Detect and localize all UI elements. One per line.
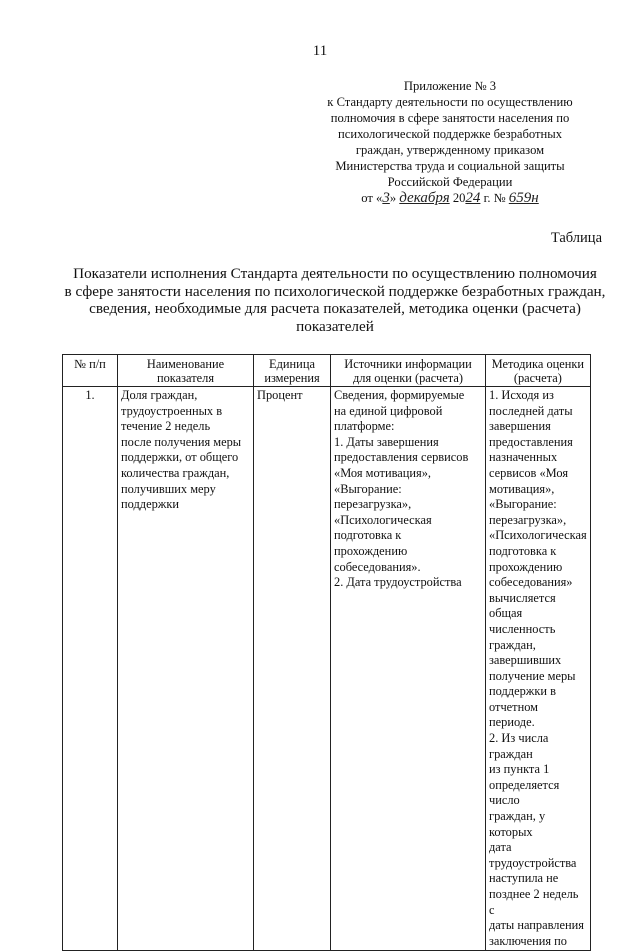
cell-text-line: завершения <box>489 419 551 434</box>
appendix-line: психологической поддержке безработных <box>338 127 562 141</box>
cell-text-line: количества граждан, <box>121 465 230 480</box>
cell-text-line: перезагрузка», <box>334 497 412 512</box>
header-text-line: Методика оценки <box>491 357 585 371</box>
cell-text-line: течение 2 недель <box>121 419 211 434</box>
cell-text-line: на единой цифровой <box>334 403 443 418</box>
cell-text-line: получивших меру <box>121 481 216 496</box>
cell-text-line: «Психологическая <box>489 528 587 543</box>
document-title <box>55 265 615 335</box>
cell-text-line: даты направления <box>489 918 584 933</box>
table-row <box>63 387 591 951</box>
appendix-line: Приложение № 3 <box>403 79 497 93</box>
title-line: Показатели исполнения Стандарта деятельности по осуществлению полномочия <box>73 265 597 282</box>
cell-text-line: «Моя мотивация», <box>334 465 432 480</box>
cell-text-line: завершивших <box>489 653 562 668</box>
order-year-suffix: 24 <box>465 190 481 206</box>
header-text-line: Источники информации <box>344 357 472 371</box>
cell-text-line: 1. Даты завершения <box>334 434 439 449</box>
cell-text-line: собеседования». <box>334 559 421 574</box>
cell-text-line: платформе: <box>334 419 395 434</box>
cell-text-line: прохождению <box>489 559 563 574</box>
cell-text-line: подготовка к <box>489 543 557 558</box>
header-text-line: Наименование <box>146 357 225 371</box>
header-text-line: № п/п <box>74 357 106 371</box>
order-month: декабря <box>399 190 450 206</box>
cell-text-line: вычисляется общая <box>489 590 556 621</box>
header-text-line: Единица <box>269 357 315 371</box>
cell-text-line: предоставления сервисов <box>334 450 469 465</box>
cell-text-line: позднее 2 недель с <box>489 887 579 917</box>
cell-text-line: назначенных <box>489 450 558 465</box>
cell-text-line: граждан, у которых <box>489 809 546 839</box>
cell-number: 1. <box>63 387 118 951</box>
order-number: 659н <box>508 190 539 206</box>
cell-text-line: 2. Дата трудоустройства <box>334 575 462 590</box>
order-prefix: от « <box>361 191 383 205</box>
order-date-line <box>300 190 600 206</box>
cell-text-line: Доля граждан, <box>121 388 198 402</box>
header-sources <box>331 355 486 387</box>
cell-text-line: отчетном периоде. <box>489 699 539 730</box>
cell-text-line: поддержки <box>121 497 179 512</box>
appendix-line: полномочия в сфере занятости населения по <box>330 111 570 125</box>
appendix-line: к Стандарту деятельности по осуществлению <box>327 95 573 109</box>
table-label: Таблица <box>550 230 602 246</box>
cell-text-line: «Выгорание: <box>489 497 557 512</box>
header-text-line: показателя <box>156 371 215 385</box>
cell-sources <box>331 387 486 951</box>
cell-text-line: 1. Исходя из <box>489 388 554 402</box>
cell-text-line: мотивация», <box>489 481 555 496</box>
cell-text-line: дата <box>489 840 512 855</box>
header-number <box>63 355 118 387</box>
appendix-header <box>300 78 600 206</box>
cell-text-line: поддержки, от общего <box>121 450 239 465</box>
order-mid: г. № <box>483 191 506 205</box>
cell-text-line: Процент <box>257 388 303 402</box>
cell-text-line: последней даты <box>489 403 573 418</box>
cell-text-line: предоставления <box>489 434 573 449</box>
title-line: в сфере занятости населения по психологической поддержке безработных граждан, <box>64 282 606 300</box>
cell-text-line: наступила не <box>489 871 559 886</box>
cell-text-line: перезагрузка», <box>489 512 567 527</box>
cell-text-line: трудоустроенных в <box>121 403 223 418</box>
title-line: сведения, необходимые для расчета показателей, методика оценки (расчета) <box>89 300 581 317</box>
cell-text-line: поддержки в <box>489 684 556 699</box>
page-number: 11 <box>312 43 328 59</box>
cell-text-line: трудоустройства <box>489 855 577 870</box>
appendix-line: Российской Федерации <box>387 175 513 189</box>
header-method <box>486 355 591 387</box>
cell-text-line: собеседования» <box>489 575 573 590</box>
appendix-line: граждан, утвержденному приказом <box>355 143 545 157</box>
header-text-line: (расчета) <box>513 371 562 385</box>
cell-unit <box>254 387 331 951</box>
cell-method <box>486 387 591 951</box>
cell-text-line: заключения по <box>489 933 567 948</box>
cell-text-line: «Психологическая <box>334 512 432 527</box>
order-year-prefix: 20 <box>452 191 466 205</box>
order-sep: » <box>389 191 397 205</box>
cell-text-line: граждан, <box>489 637 536 652</box>
cell-text-line: 2. Из числа граждан <box>489 731 549 761</box>
cell-text-line: численность <box>489 621 556 636</box>
cell-text-line: сервисов «Моя <box>489 465 569 480</box>
cell-text-line: прохождению <box>334 543 408 558</box>
cell-indicator-name <box>118 387 254 951</box>
cell-text-line: после получения меры <box>121 434 242 449</box>
header-text-line: для оценки (расчета) <box>353 371 463 385</box>
cell-text-line: Сведения, формируемые <box>334 388 465 402</box>
header-indicator-name <box>118 355 254 387</box>
order-day: 3 <box>382 190 390 206</box>
indicators-table <box>62 354 591 951</box>
cell-text-line: определяется число <box>489 777 560 808</box>
table-header-row <box>63 355 591 387</box>
header-unit <box>254 355 331 387</box>
appendix-line: Министерства труда и социальной защиты <box>335 159 565 173</box>
cell-text-line: «Выгорание: <box>334 481 402 496</box>
title-line: показателей <box>296 317 374 335</box>
cell-text-line: из пункта 1 <box>489 762 550 777</box>
cell-text-line: подготовка к <box>334 528 402 543</box>
cell-text-line: получение меры <box>489 668 576 683</box>
header-text-line: измерения <box>264 371 320 385</box>
